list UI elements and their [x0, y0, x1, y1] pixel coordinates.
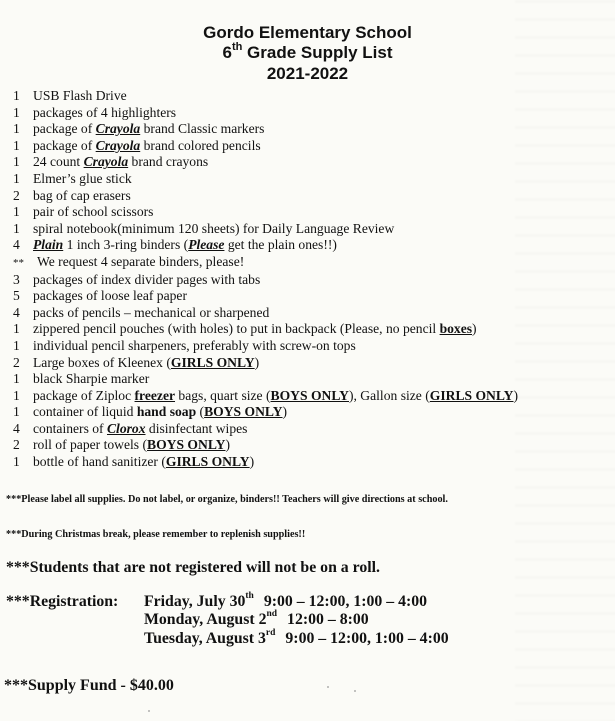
registration-friday-day: Friday, July 30	[144, 593, 246, 610]
supply-quantity: 1	[13, 387, 20, 403]
supply-item	[13, 88, 608, 105]
scan-speck	[148, 710, 150, 712]
supply-quantity: 1	[13, 154, 20, 170]
supply-text-segment: boxes	[439, 321, 473, 337]
supply-item	[13, 321, 608, 338]
supply-text-segment: freezer	[134, 387, 176, 403]
supply-text-segment: GIRLS ONLY	[165, 454, 250, 470]
supply-item	[13, 154, 608, 171]
supply-description	[37, 254, 608, 271]
supply-item	[13, 105, 608, 122]
supply-text-segment: )	[225, 437, 230, 453]
supply-quantity: 2	[13, 437, 20, 453]
supply-text-segment: (	[196, 404, 205, 420]
supply-text-segment: BOYS ONLY	[147, 437, 226, 453]
supply-quantity: 1	[13, 170, 20, 186]
supply-text-segment: Clorox	[106, 420, 146, 436]
supply-description	[33, 388, 608, 405]
supply-item	[13, 188, 608, 205]
supply-text-segment: container of liquid	[33, 404, 137, 420]
supply-description	[33, 371, 608, 388]
supply-item	[13, 404, 608, 421]
supply-text-segment: get the plain ones!!)	[224, 237, 337, 253]
supply-text-segment: )	[472, 321, 477, 337]
supply-text-segment: pair of school scissors	[33, 204, 154, 220]
supply-text-segment: )	[513, 387, 519, 403]
registration-section	[6, 593, 449, 648]
supply-text-segment: 1 inch 3-ring binders (	[63, 237, 189, 253]
supply-quantity: 1	[13, 137, 20, 153]
christmas-note: ***During Christmas break, please remember to replenish supplies!!	[6, 529, 306, 540]
supply-quantity: 1	[13, 454, 20, 470]
supply-item	[13, 221, 608, 238]
supply-text-segment: Plain	[33, 237, 64, 253]
supply-text-segment: Crayola	[83, 154, 129, 170]
supply-quantity: 5	[13, 288, 20, 304]
supply-description	[33, 171, 608, 188]
supply-text-segment: 24 count	[33, 154, 84, 170]
supply-quantity: 1	[13, 121, 20, 137]
supply-text-segment: brand Classic markers	[140, 121, 265, 137]
supply-text-segment: ), Gallon size (	[348, 387, 430, 403]
supply-text-segment: GIRLS ONLY	[170, 354, 255, 370]
grade-number: 6	[222, 43, 232, 63]
supply-quantity: 1	[13, 321, 20, 337]
supply-item	[13, 437, 608, 454]
supply-item	[13, 237, 608, 254]
supply-text-segment: packages of 4 highlighters	[33, 104, 177, 120]
grade-title-rest: Grade Supply List	[242, 43, 393, 63]
supply-text-segment: )	[254, 354, 260, 370]
supply-quantity: 1	[13, 104, 20, 120]
supply-item	[13, 121, 608, 138]
supply-quantity: 3	[13, 271, 20, 287]
supply-text-segment: package of	[33, 121, 96, 137]
supply-description	[33, 88, 608, 105]
supply-description	[33, 237, 608, 254]
registration-friday-date	[144, 593, 254, 611]
supply-text-segment: bag of cap erasers	[33, 187, 131, 203]
supply-item	[13, 254, 608, 272]
supply-text-segment: GIRLS ONLY	[429, 387, 514, 403]
supply-description	[33, 305, 608, 322]
supply-description	[33, 105, 608, 122]
supply-description	[33, 355, 608, 372]
supply-text-segment: We request 4 separate binders, please!	[37, 253, 245, 269]
supply-fund: ***Supply Fund - $40.00	[4, 677, 174, 694]
registration-monday-date	[144, 611, 277, 629]
supply-description	[33, 404, 608, 421]
document-header	[0, 24, 615, 83]
label-supplies-note: ***Please label all supplies. Do not label, or organize, binders!! Teachers will give directions at school.	[6, 494, 448, 505]
grade-title	[0, 41, 615, 63]
registration-tuesday-date	[144, 627, 276, 648]
supply-item	[13, 204, 608, 221]
supply-text-segment: bottle of hand sanitizer (	[33, 454, 166, 470]
supply-description	[33, 437, 608, 454]
supply-description	[33, 321, 608, 338]
scan-speck	[354, 690, 356, 692]
supply-description	[33, 188, 608, 205]
supply-text-segment: brand colored pencils	[140, 137, 261, 153]
supply-quantity: 1	[13, 220, 20, 236]
registration-monday-day: Monday, August 2	[144, 611, 267, 629]
supply-text-segment: spiral notebook(minimum 120 sheets) for Daily Language Review	[33, 220, 395, 236]
registration-friday-sup: th	[245, 591, 254, 601]
supply-text-segment: )	[282, 404, 288, 420]
supply-list	[13, 88, 608, 471]
supply-item	[13, 454, 608, 471]
supply-text-segment: package of Ziploc	[33, 387, 135, 403]
supply-quantity: 1	[13, 337, 20, 353]
supply-text-segment: containers of	[33, 420, 107, 436]
supply-text-segment: packs of pencils – mechanical or sharpened	[33, 304, 270, 320]
supply-item	[13, 371, 608, 388]
supply-item	[13, 338, 608, 355]
supply-text-segment: Large boxes of Kleenex (	[33, 354, 171, 370]
supply-quantity: 2	[13, 354, 20, 370]
scan-speck	[327, 686, 329, 688]
supply-text-segment: packages of index divider pages with tabs	[33, 271, 261, 287]
supply-quantity: 4	[13, 237, 20, 253]
supply-text-segment: )	[249, 454, 255, 470]
supply-description	[33, 154, 608, 171]
supply-description	[33, 272, 608, 289]
supply-text-segment: packages of loose leaf paper	[33, 288, 187, 304]
supply-text-segment: Crayola	[95, 121, 141, 137]
supply-quantity: 4	[13, 304, 20, 320]
supply-text-segment: Please	[188, 237, 225, 253]
supply-text-segment: package of	[33, 137, 96, 153]
supply-text-segment: bags, quart size (	[175, 387, 271, 403]
supply-description	[33, 421, 608, 438]
supply-quantity: 1	[13, 371, 20, 387]
supply-text-segment: zippered pencil pouches (with holes) to put in backpack (Please, no pencil	[33, 321, 440, 337]
supply-item	[13, 421, 608, 438]
supply-quantity: 1	[13, 404, 20, 420]
registration-monday-sup: nd	[266, 609, 278, 620]
registration-tuesday-row	[6, 627, 449, 648]
registration-monday-time: 12:00 – 8:00	[287, 611, 369, 629]
supply-text-segment: roll of paper towels (	[33, 437, 148, 453]
supply-item	[13, 388, 608, 405]
supply-description	[33, 288, 608, 305]
supply-description	[33, 121, 608, 138]
supply-quantity: 1	[13, 88, 20, 103]
supply-text-segment: brand crayons	[128, 154, 209, 170]
supply-text-segment: hand soap	[136, 404, 197, 420]
registration-tuesday-time: 9:00 – 12:00, 1:00 – 4:00	[285, 629, 449, 647]
registration-friday-row	[6, 593, 449, 611]
registration-warning: ***Students that are not registered will not be on a roll.	[6, 559, 381, 576]
supply-item	[13, 288, 608, 305]
supply-text-segment: BOYS ONLY	[270, 387, 349, 403]
supply-text-segment: individual pencil sharpeners, preferably with screw-on tops	[33, 337, 356, 353]
supply-description	[33, 138, 608, 155]
supply-text-segment: USB Flash Drive	[33, 88, 127, 103]
supply-item	[13, 305, 608, 322]
registration-label: ***Registration:	[6, 593, 119, 610]
supply-description	[33, 454, 608, 471]
registration-tuesday-day: Tuesday, August 3	[144, 629, 266, 647]
supply-description	[33, 221, 608, 238]
supply-quantity: 2	[13, 187, 20, 203]
supply-text-segment: Crayola	[95, 137, 141, 153]
supply-description	[33, 338, 608, 355]
supply-text-segment: Elmer’s glue stick	[33, 170, 132, 186]
school-year: 2021-2022	[266, 63, 349, 83]
school-name: Gordo Elementary School	[203, 23, 412, 42]
supply-quantity: **	[13, 256, 24, 269]
supply-quantity: 4	[13, 420, 20, 436]
supply-quantity: 1	[13, 204, 20, 220]
registration-monday-row	[6, 611, 449, 629]
supply-description	[33, 204, 608, 221]
grade-suffix: th	[231, 41, 243, 54]
supply-text-segment: black Sharpie marker	[33, 371, 150, 387]
supply-item	[13, 171, 608, 188]
supply-item	[13, 138, 608, 155]
supply-item	[13, 355, 608, 372]
registration-friday-time: 9:00 – 12:00, 1:00 – 4:00	[263, 593, 428, 610]
supply-text-segment: BOYS ONLY	[204, 404, 283, 420]
registration-tuesday-sup: rd	[265, 627, 276, 638]
supply-text-segment: disinfectant wipes	[145, 420, 248, 436]
supply-item	[13, 272, 608, 289]
